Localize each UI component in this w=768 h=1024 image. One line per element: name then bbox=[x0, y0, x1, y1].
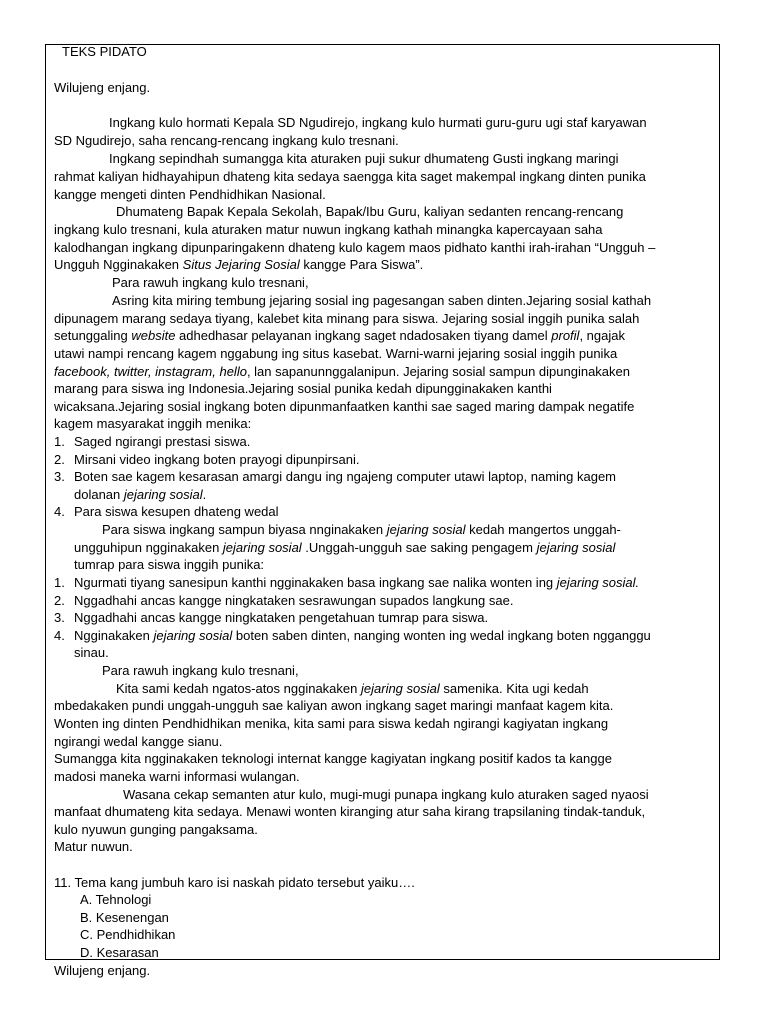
para-line: kalodhangan ingkang dipunparingakenn dhateng kulo kagem maos pidhato kanthi irah-irahan “Ungguh – bbox=[54, 240, 656, 255]
para-line: ungguhipun ngginakaken jejaring sosial .Unggah-ungguh sae saking pengagem jejaring sosial bbox=[74, 540, 616, 555]
list-item: 4. bbox=[54, 628, 65, 643]
para-line: Asring kita miring tembung jejaring sosial ing pagesangan saben dinten.Jejaring sosial kathah bbox=[112, 293, 652, 308]
para-line: Para siswa ingkang sampun biyasa nnginakaken jejaring sosial kedah mangertos unggah- bbox=[102, 522, 621, 537]
list-item-text: dolanan jejaring sosial. bbox=[74, 487, 207, 502]
para-line: rahmat kaliyan hidhayahipun dhateng kita sedaya saengga kita saget makempal ingkang dinten punika bbox=[54, 169, 646, 184]
para-line: facebook, twitter, instagram, hello, lan sapanunnggalanipun. Jejaring sosial sampun dipunginakaken bbox=[54, 364, 630, 379]
answer-option-c[interactable]: C. Pendhidhikan bbox=[80, 927, 176, 942]
list-item-text: Ngginakaken jejaring sosial boten saben dinten, nanging wonten ing wedal ingkang boten ngganggu bbox=[74, 628, 651, 643]
para-line: SD Ngudirejo, saha rencang-rencang ingkang kulo tresnani. bbox=[54, 133, 399, 148]
para-line: kulo nyuwun gunging pangaksama. bbox=[54, 822, 258, 837]
para-line: Matur nuwun. bbox=[54, 839, 133, 854]
para-line: tumrap para siswa inggih punika: bbox=[74, 557, 265, 572]
question-text: 11. Tema kang jumbuh karo isi naskah pidato tersebut yaiku…. bbox=[54, 875, 415, 890]
list-item-text: Nggadhahi ancas kangge ningkataken pengetahuan tumrap para siswa. bbox=[74, 610, 489, 625]
answer-option-d[interactable]: D. Kesarasan bbox=[80, 945, 159, 960]
para-line: ingkang kulo tresnani, kula aturaken matur nuwun ingkang kathah minangka kapercayaan saha bbox=[54, 222, 603, 237]
para-line: Ingkang sepindhah sumangga kita aturaken puji sukur dhumateng Gusti ingkang maringi bbox=[109, 151, 619, 166]
list-item-text: Boten sae kagem kesarasan amargi dangu ing ngajeng computer utawi laptop, naming kagem bbox=[74, 469, 617, 484]
para-line: Ingkang kulo hormati Kepala SD Ngudirejo, ingkang kulo hurmati guru-guru ugi staf karyawan bbox=[109, 115, 647, 130]
list-item-text: Mirsani video ingkang boten prayogi dipunpirsani. bbox=[74, 452, 360, 467]
para-line: wicaksana.Jejaring sosial ingkang boten dipunmanfaatken kanthi sae saged maring dampak negatife bbox=[54, 399, 635, 414]
answer-option-a[interactable]: A. Tehnologi bbox=[80, 892, 152, 907]
para-line: kangge mengeti dinten Pendhidhikan Nasional. bbox=[54, 187, 326, 202]
para-line: kagem masyarakat inggih menika: bbox=[54, 416, 252, 431]
list-item-text: Nggadhahi ancas kangge ningkataken sesrawungan supados langkung sae. bbox=[74, 593, 514, 608]
para-line: Para rawuh ingkang kulo tresnani, bbox=[102, 663, 299, 678]
greeting: Wilujeng enjang. bbox=[54, 80, 151, 95]
para-line: ngirangi wedal kangge sianu. bbox=[54, 734, 223, 749]
para-line: dipunagem marang sedaya tiyang, kalebet kita minang para siswa. Jejaring sosial inggih punika salah bbox=[54, 311, 640, 326]
list-item-text: sinau. bbox=[74, 645, 109, 660]
footer-greeting: Wilujeng enjang. bbox=[54, 963, 151, 978]
list-item-text: Ngurmati tiyang sanesipun kanthi ngginakaken basa ingkang sae nalika wonten ing jejaring sosial. bbox=[74, 575, 640, 590]
para-line: Para rawuh ingkang kulo tresnani, bbox=[112, 275, 309, 290]
list-item-text: Saged ngirangi prestasi siswa. bbox=[74, 434, 251, 449]
para-line: Wonten ing dinten Pendhidhikan menika, kita sami para siswa kedah ngirangi kagiyatan ingkang bbox=[54, 716, 609, 731]
para-line: madosi maneka warni informasi wulangan. bbox=[54, 769, 300, 784]
para-line: Sumangga kita ngginakaken teknologi internat kangge kagiyatan ingkang positif kados ta kangge bbox=[54, 751, 612, 766]
para-line: Kita sami kedah ngatos-atos ngginakaken jejaring sosial samenika. Kita ugi kedah bbox=[116, 681, 589, 696]
para-line: Wasana cekap semanten atur kulo, mugi-mugi punapa ingkang kulo aturaken saged nyaosi bbox=[123, 787, 649, 802]
para-line: Dhumateng Bapak Kepala Sekolah, Bapak/Ibu Guru, kaliyan sedanten rencang-rencang bbox=[116, 204, 624, 219]
list-item: 1. bbox=[54, 434, 65, 449]
para-line: mbedakaken pundi unggah-ungguh sae kaliyan awon ingkang saget maringi manfaat kagem kita. bbox=[54, 698, 614, 713]
para-line: manfaat dhumateng kita sedaya. Menawi wonten kiranging atur saha kirang trapsilaning tindak-tanduk, bbox=[54, 804, 646, 819]
header-title: TEKS PIDATO bbox=[62, 44, 147, 59]
para-line: Ungguh Ngginakaken Situs Jejaring Sosial kangge Para Siswa”. bbox=[54, 257, 424, 272]
para-line: setunggaling website adhedhasar pelayanan ingkang saget ndadosaken tiyang damel profil, ngajak bbox=[54, 328, 625, 343]
list-item: 3. bbox=[54, 469, 65, 484]
list-item-text: Para siswa kesupen dhateng wedal bbox=[74, 504, 279, 519]
list-item: 1. bbox=[54, 575, 65, 590]
list-item: 2. bbox=[54, 593, 65, 608]
list-item: 3. bbox=[54, 610, 65, 625]
para-line: marang para siswa ing Indonesia.Jejaring sosial punika kedah dipungginakaken kanthi bbox=[54, 381, 552, 396]
para-line: utawi nampi rencang kagem nggabung ing situs kasebat. Warni-warni jejaring sosial inggih punika bbox=[54, 346, 618, 361]
list-item: 2. bbox=[54, 452, 65, 467]
list-item: 4. bbox=[54, 504, 65, 519]
answer-option-b[interactable]: B. Kesenengan bbox=[80, 910, 169, 925]
